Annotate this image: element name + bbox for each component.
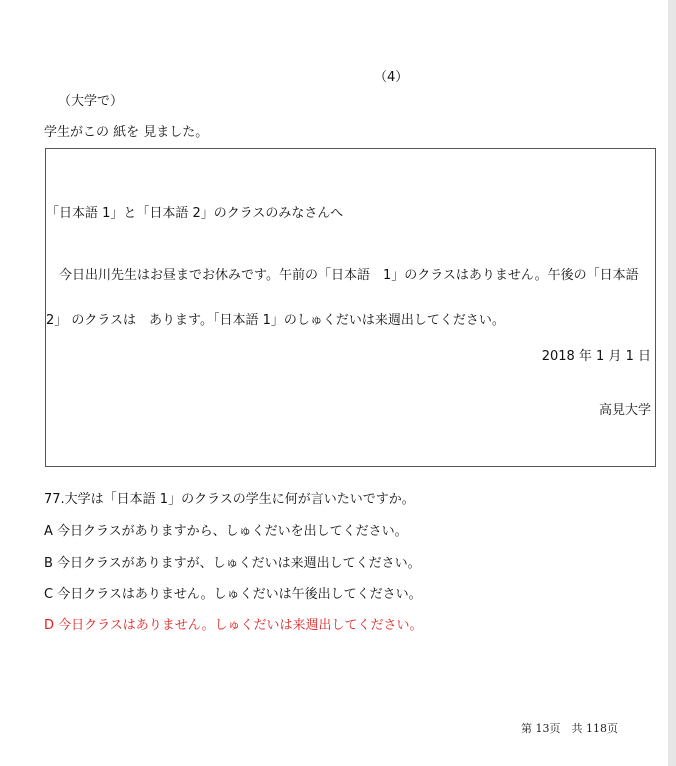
intro-text: 学生がこの 紙を 見ました。 [44,125,209,140]
notice-body: 今日出川先生はお昼までお休みです。午前の「日本語 1」のクラスはありません。午後の「日本語 2」 のクラスは あります。「日本語 1」のしゅくだいは来週出してください。 [46,268,639,328]
option-b[interactable]: B 今日クラスがありますが、しゅくだいは来週出してください。 [44,556,421,571]
scrollbar-track[interactable] [668,0,676,766]
notice-date: 2018 年 1 月 1 日 [541,349,651,364]
page-footer: 第 13页 共 118页 [521,722,618,735]
context-label: （大学で） [58,94,124,109]
section-number: （4） [374,70,409,85]
option-c[interactable]: C 今日クラスはありません。しゅくだいは午後出してください。 [44,587,422,602]
notice-heading: 「日本語 1」と「日本語 2」のクラスのみなさんへ [46,206,344,221]
question-77: 77.大学は「日本語 1」のクラスの学生に何が言いたいですか。 [44,492,415,507]
option-d-correct-answer[interactable]: D 今日クラスはありません。しゅくだいは来週出してください。 [44,618,423,633]
notice-box [45,148,656,467]
notice-sender: 高見大学 [598,403,651,418]
option-a[interactable]: A 今日クラスがありますから、しゅくだいを出してください。 [44,524,408,539]
